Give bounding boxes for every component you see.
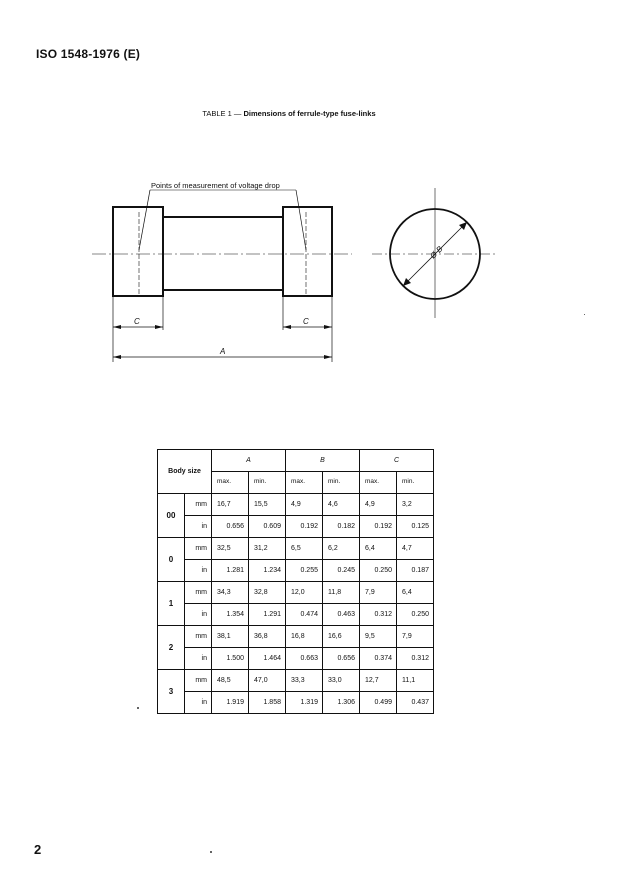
value-cell: 36,8 — [249, 626, 286, 648]
value-cell: 0.374 — [360, 648, 397, 670]
stray-mark — [210, 851, 212, 853]
table-row — [158, 692, 434, 714]
value-cell: 0.250 — [397, 604, 434, 626]
body-size-header: Body size — [158, 450, 212, 494]
unit-cell: in — [185, 692, 212, 714]
value-cell: 16,6 — [323, 626, 360, 648]
stray-mark — [584, 314, 585, 315]
value-cell: 12,7 — [360, 670, 397, 692]
unit-cell: mm — [185, 538, 212, 560]
value-cell: 0.312 — [360, 604, 397, 626]
table-row — [158, 648, 434, 670]
table-row — [158, 626, 434, 648]
value-cell: 1.306 — [323, 692, 360, 714]
table-title-prefix: TABLE 1 — — [202, 109, 244, 118]
value-cell: 0.609 — [249, 516, 286, 538]
subheader-c-max: max. — [360, 472, 397, 494]
value-cell: 0.499 — [360, 692, 397, 714]
value-cell: 0.187 — [397, 560, 434, 582]
value-cell: 0.312 — [397, 648, 434, 670]
callout-leader-left — [139, 190, 150, 250]
value-cell: 11,1 — [397, 670, 434, 692]
value-cell: 6,4 — [397, 582, 434, 604]
value-cell: 1.354 — [212, 604, 249, 626]
table-row — [158, 670, 434, 692]
body-size-cell: 0 — [158, 538, 185, 582]
value-cell: 4,6 — [323, 494, 360, 516]
value-cell: 0.250 — [360, 560, 397, 582]
arrow-a-start — [113, 355, 121, 359]
value-cell: 11,8 — [323, 582, 360, 604]
value-cell: 33,0 — [323, 670, 360, 692]
table-row — [158, 516, 434, 538]
value-cell: 1.919 — [212, 692, 249, 714]
value-cell: 16,7 — [212, 494, 249, 516]
unit-cell: in — [185, 604, 212, 626]
value-cell: 34,3 — [212, 582, 249, 604]
arrow-a-end — [324, 355, 332, 359]
group-header-a: A — [212, 450, 286, 472]
value-cell: 9,5 — [360, 626, 397, 648]
unit-cell: mm — [185, 626, 212, 648]
subheader-c-min: min. — [397, 472, 434, 494]
value-cell: 0.663 — [286, 648, 323, 670]
unit-cell: in — [185, 560, 212, 582]
value-cell: 1.464 — [249, 648, 286, 670]
value-cell: 1.291 — [249, 604, 286, 626]
value-cell: 0.182 — [323, 516, 360, 538]
body-size-cell: 3 — [158, 670, 185, 714]
value-cell: 0.474 — [286, 604, 323, 626]
right-ferrule — [283, 207, 332, 296]
value-cell: 0.656 — [212, 516, 249, 538]
value-cell: 0.255 — [286, 560, 323, 582]
dim-label-b: Ø B — [428, 244, 445, 261]
value-cell: 0.656 — [323, 648, 360, 670]
value-cell: 1.281 — [212, 560, 249, 582]
value-cell: 1.234 — [249, 560, 286, 582]
value-cell: 6,4 — [360, 538, 397, 560]
value-cell: 0.192 — [360, 516, 397, 538]
dimensions-table — [157, 449, 434, 714]
page-number: 2 — [34, 842, 42, 857]
value-cell: 47,0 — [249, 670, 286, 692]
value-cell: 1.858 — [249, 692, 286, 714]
arrow-c-left-start — [113, 325, 121, 329]
body-size-cell: 1 — [158, 582, 185, 626]
value-cell: 0.245 — [323, 560, 360, 582]
value-cell: 48,5 — [212, 670, 249, 692]
value-cell: 4,9 — [360, 494, 397, 516]
callout-leader-right — [296, 190, 306, 250]
value-cell: 3,2 — [397, 494, 434, 516]
value-cell: 7,9 — [360, 582, 397, 604]
dim-label-c-left: C — [134, 317, 140, 326]
body-size-cell: 2 — [158, 626, 185, 670]
stray-mark — [137, 707, 139, 709]
value-cell: 0.125 — [397, 516, 434, 538]
table-row — [158, 582, 434, 604]
table-row — [158, 538, 434, 560]
unit-cell: mm — [185, 494, 212, 516]
group-header-c: C — [360, 450, 434, 472]
callout-label: Points of measurement of voltage drop — [151, 181, 280, 190]
table-row — [158, 494, 434, 516]
unit-cell: in — [185, 648, 212, 670]
subheader-b-max: max. — [286, 472, 323, 494]
arrow-c-left-end — [155, 325, 163, 329]
value-cell: 0.192 — [286, 516, 323, 538]
value-cell: 1.500 — [212, 648, 249, 670]
fuse-link-drawing — [0, 0, 622, 420]
value-cell: 38,1 — [212, 626, 249, 648]
body-size-cell: 00 — [158, 494, 185, 538]
value-cell: 0.437 — [397, 692, 434, 714]
value-cell: 4,7 — [397, 538, 434, 560]
value-cell: 31,2 — [249, 538, 286, 560]
table-title-text: Dimensions of ferrule-type fuse-links — [243, 109, 376, 118]
value-cell: 7,9 — [397, 626, 434, 648]
value-cell: 33,3 — [286, 670, 323, 692]
arrow-c-right-end — [324, 325, 332, 329]
subheader-a-max: max. — [212, 472, 249, 494]
document-header: ISO 1548-1976 (E) — [36, 47, 141, 61]
value-cell: 0.463 — [323, 604, 360, 626]
unit-cell: mm — [185, 670, 212, 692]
value-cell: 12,0 — [286, 582, 323, 604]
value-cell: 32,5 — [212, 538, 249, 560]
subheader-a-min: min. — [249, 472, 286, 494]
unit-cell: in — [185, 516, 212, 538]
table-row — [158, 604, 434, 626]
value-cell: 32,8 — [249, 582, 286, 604]
subheader-b-min: min. — [323, 472, 360, 494]
value-cell: 16,8 — [286, 626, 323, 648]
left-ferrule — [113, 207, 163, 296]
arrow-c-right-start — [283, 325, 291, 329]
value-cell: 6,2 — [323, 538, 360, 560]
value-cell: 15,5 — [249, 494, 286, 516]
value-cell: 1.319 — [286, 692, 323, 714]
group-header-b: B — [286, 450, 360, 472]
table-row — [158, 560, 434, 582]
dim-label-c-right: C — [303, 317, 309, 326]
dim-label-a: A — [220, 347, 226, 356]
unit-cell: mm — [185, 582, 212, 604]
value-cell: 4,9 — [286, 494, 323, 516]
value-cell: 6,5 — [286, 538, 323, 560]
